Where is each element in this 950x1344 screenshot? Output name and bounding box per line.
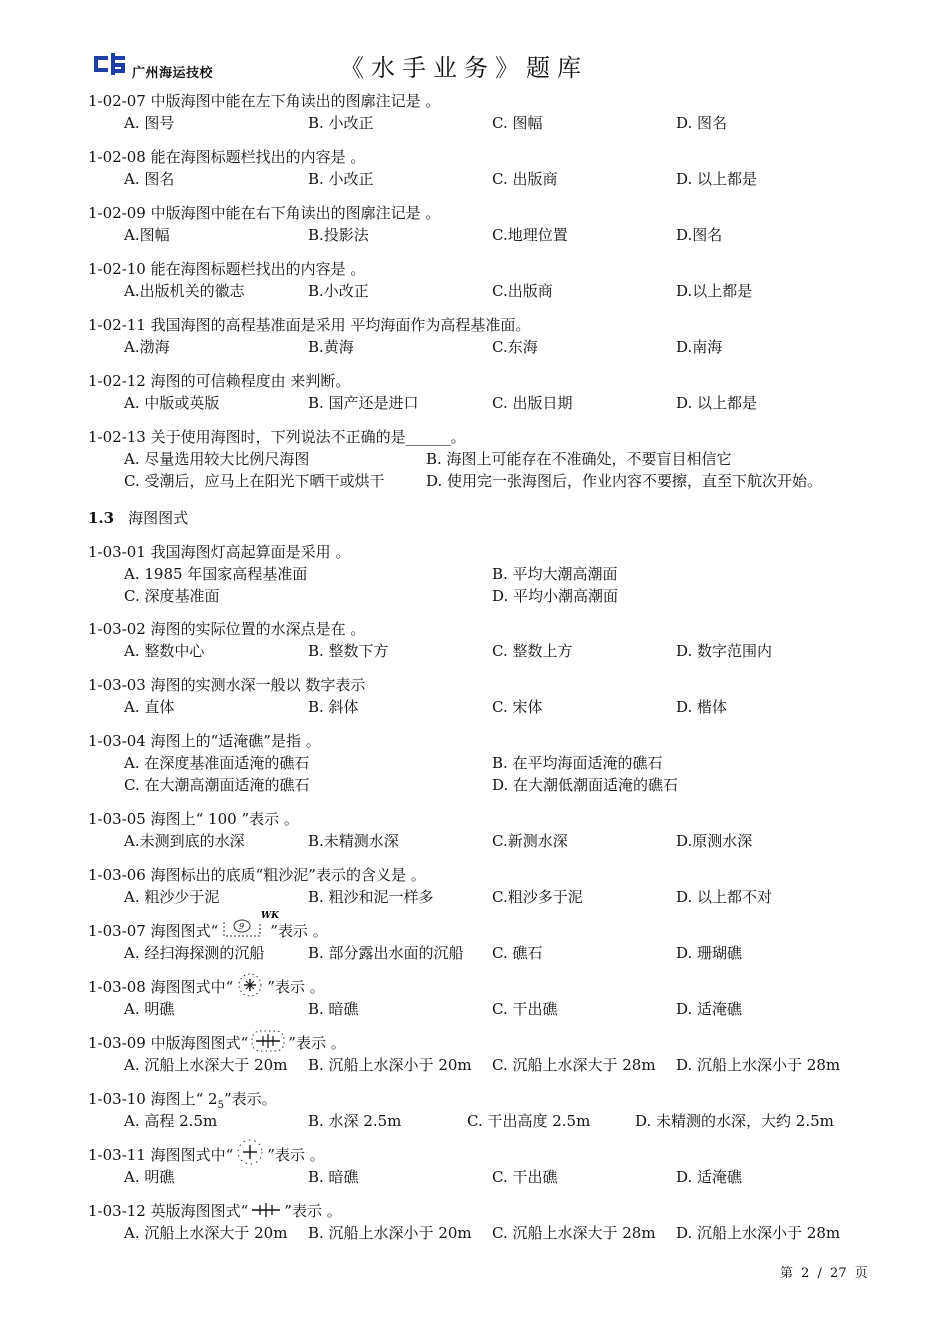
section-title: 海图图式 bbox=[128, 509, 189, 527]
option-a: A. 明礁 bbox=[124, 1000, 175, 1018]
question-stem bbox=[88, 1144, 325, 1167]
option-row bbox=[124, 1166, 884, 1188]
option-row bbox=[124, 640, 884, 662]
option-a: A. 整数中心 bbox=[124, 642, 205, 660]
option-d: D. 楷体 bbox=[676, 698, 728, 716]
rock-symbol-icon bbox=[233, 971, 267, 999]
option-row bbox=[124, 470, 884, 492]
option-row bbox=[124, 1054, 884, 1076]
question-stem: 1-02-08 能在海图标题栏找出的内容是 。 bbox=[88, 148, 366, 166]
option-row bbox=[124, 168, 884, 190]
option-c: C. 干出礁 bbox=[492, 1000, 558, 1018]
option-row bbox=[124, 942, 884, 964]
option-c: C.新测水深 bbox=[492, 832, 568, 850]
option-c: C.粗沙多于泥 bbox=[492, 888, 583, 906]
option-a: A. 沉船上水深大于 20m bbox=[124, 1224, 288, 1242]
svg-text:WK: WK bbox=[261, 911, 280, 921]
option-d: D. 以上都不对 bbox=[676, 888, 773, 906]
option-d: D.图名 bbox=[676, 226, 723, 244]
question-stem: 1-02-07 中版海图中能在左下角读出的图廓注记是 。 bbox=[88, 92, 441, 110]
option-a: A.未测到底的水深 bbox=[124, 832, 245, 850]
option-c: C. 受潮后，应马上在阳光下晒干或烘干 bbox=[124, 472, 385, 490]
option-a: A. 沉船上水深大于 20m bbox=[124, 1056, 288, 1074]
option-a: A. 图名 bbox=[124, 170, 175, 188]
question-stem: 1-02-12 海图的可信赖程度由 来判断。 bbox=[88, 372, 351, 390]
stem-text: ”表示 。 bbox=[267, 978, 325, 996]
stem-text: 1-03-07 海图图式“ bbox=[88, 922, 219, 940]
svg-text:9: 9 bbox=[239, 922, 245, 931]
option-d: D. 未精测的水深，大约 2.5m bbox=[635, 1112, 834, 1130]
option-a: A. 高程 2.5m bbox=[124, 1112, 218, 1130]
document-title: 《水手业务》题库 bbox=[340, 54, 588, 82]
option-c: C. 礁石 bbox=[492, 944, 543, 962]
option-d: D.以上都是 bbox=[676, 282, 753, 300]
rock-awash-symbol-icon bbox=[233, 1137, 267, 1167]
question-stem: 1-03-02 海图的实际位置的水深点是在 。 bbox=[88, 620, 366, 638]
option-row bbox=[124, 563, 884, 585]
option-b: B. 小改正 bbox=[308, 170, 374, 188]
option-b: B. 整数下方 bbox=[308, 642, 389, 660]
option-c: C. 在大潮高潮面适淹的礁石 bbox=[124, 776, 310, 794]
section-heading bbox=[88, 507, 188, 528]
option-row bbox=[124, 585, 884, 607]
option-row bbox=[124, 224, 884, 246]
option-b: B.投影法 bbox=[308, 226, 369, 244]
option-d: D. 适淹礁 bbox=[676, 1168, 743, 1186]
option-row bbox=[124, 1110, 884, 1132]
question-stem: 1-03-05 海图上“ 100 ”表示 。 bbox=[88, 810, 299, 828]
option-c: C. 干出礁 bbox=[492, 1168, 558, 1186]
option-c: C. 图幅 bbox=[492, 114, 543, 132]
school-name: 广州海运技校 bbox=[132, 66, 214, 81]
wreck-symbol-icon bbox=[248, 1200, 284, 1220]
option-d: D. 珊瑚礁 bbox=[676, 944, 743, 962]
option-a: A. 1985 年国家高程基准面 bbox=[124, 565, 308, 583]
option-row bbox=[124, 830, 884, 852]
option-c: C.出版商 bbox=[492, 282, 553, 300]
option-a: A.出版机关的徽志 bbox=[124, 282, 245, 300]
option-d: D. 以上都是 bbox=[676, 394, 758, 412]
option-row bbox=[124, 112, 884, 134]
question-stem bbox=[88, 911, 328, 942]
question-stem: 1-02-10 能在海图标题栏找出的内容是 。 bbox=[88, 260, 366, 278]
option-b: B. 沉船上水深小于 20m bbox=[308, 1224, 472, 1242]
option-d: D. 数字范围内 bbox=[676, 642, 773, 660]
option-d: D.南海 bbox=[676, 338, 723, 356]
option-d: D.原测水深 bbox=[676, 832, 753, 850]
question-stem: 1-03-01 我国海图灯高起算面是采用 。 bbox=[88, 543, 351, 561]
page-number: 第 2 / 27 页 bbox=[780, 1266, 868, 1281]
option-c: C. 宋体 bbox=[492, 698, 543, 716]
option-c: C. 深度基准面 bbox=[124, 587, 220, 605]
option-b: B. 在平均海面适淹的礁石 bbox=[492, 754, 663, 772]
option-b: B. 斜体 bbox=[308, 698, 359, 716]
option-d: D. 以上都是 bbox=[676, 170, 758, 188]
option-c: C.东海 bbox=[492, 338, 538, 356]
option-a: A. 粗沙少于泥 bbox=[124, 888, 220, 906]
stem-text: 1-03-09 中版海图图式“ bbox=[88, 1034, 249, 1052]
option-c: C. 沉船上水深大于 28m bbox=[492, 1056, 656, 1074]
subscript-digit: 5 bbox=[217, 1100, 224, 1111]
option-a: A.图幅 bbox=[124, 226, 170, 244]
question-stem: 1-02-13 关于使用海图时，下列说法不正确的是______。 bbox=[88, 428, 466, 446]
option-a: A. 尽量选用较大比例尺海图 bbox=[124, 450, 310, 468]
option-b: B. 平均大潮高潮面 bbox=[492, 565, 618, 583]
option-b: B.黄海 bbox=[308, 338, 354, 356]
option-b: B. 暗礁 bbox=[308, 1000, 359, 1018]
option-a: A. 图号 bbox=[124, 114, 175, 132]
option-c: C. 出版日期 bbox=[492, 394, 573, 412]
option-row bbox=[124, 774, 884, 796]
stem-text: ”表示 。 bbox=[284, 1202, 342, 1220]
question-stem: 1-02-09 中版海图中能在右下角读出的图廓注记是 。 bbox=[88, 204, 441, 222]
option-a: A. 在深度基准面适淹的礁石 bbox=[124, 754, 310, 772]
option-a: A.渤海 bbox=[124, 338, 170, 356]
swept-wreck-symbol-icon bbox=[218, 910, 280, 940]
option-row bbox=[124, 752, 884, 774]
option-c: C. 出版商 bbox=[492, 170, 558, 188]
dangerous-wreck-symbol-icon bbox=[248, 1027, 288, 1055]
stem-text: 1-03-10 海图上“ 2 bbox=[88, 1090, 218, 1108]
question-stem bbox=[88, 976, 325, 999]
question-stem: 1-02-11 我国海图的高程基准面是采用 平均海面作为高程基准面。 bbox=[88, 316, 531, 334]
option-row bbox=[124, 336, 884, 358]
option-row bbox=[124, 886, 884, 908]
question-stem: 1-03-06 海图标出的底质“粗沙泥”表示的含义是 。 bbox=[88, 866, 426, 884]
option-b: B. 海图上可能存在不准确处，不要盲目相信它 bbox=[426, 450, 732, 468]
option-row bbox=[124, 1222, 884, 1244]
option-c: C.地理位置 bbox=[492, 226, 568, 244]
option-c: C. 干出高度 2.5m bbox=[467, 1112, 591, 1130]
option-d: D. 沉船上水深小于 28m bbox=[676, 1224, 841, 1242]
option-b: B. 沉船上水深小于 20m bbox=[308, 1056, 472, 1074]
option-row bbox=[124, 280, 884, 302]
stem-text: 1-03-11 海图图式中“ bbox=[88, 1146, 234, 1164]
option-a: A. 中版或英版 bbox=[124, 394, 220, 412]
option-row bbox=[124, 696, 884, 718]
question-stem bbox=[88, 1032, 346, 1055]
option-row bbox=[124, 448, 884, 470]
option-b: B. 部分露出水面的沉船 bbox=[308, 944, 464, 962]
option-d: D. 在大潮低潮面适淹的礁石 bbox=[492, 776, 679, 794]
option-b: B. 国产还是进口 bbox=[308, 394, 419, 412]
option-row bbox=[124, 998, 884, 1020]
question-stem: 1-03-04 海图上的“适淹礁”是指 。 bbox=[88, 732, 321, 750]
option-b: B. 暗礁 bbox=[308, 1168, 359, 1186]
option-d: D. 图名 bbox=[676, 114, 728, 132]
stem-text: 1-03-08 海图图式中“ bbox=[88, 978, 234, 996]
stem-text: ”表示。 bbox=[223, 1090, 277, 1108]
section-number: 1.3 bbox=[88, 509, 115, 527]
option-b: B. 粗沙和泥一样多 bbox=[308, 888, 434, 906]
option-a: A. 直体 bbox=[124, 698, 175, 716]
question-stem: 1-03-03 海图的实测水深一般以 数字表示 bbox=[88, 676, 366, 694]
question-stem bbox=[88, 1200, 342, 1222]
stem-text: ”表示 。 bbox=[267, 1146, 325, 1164]
option-a: A. 经扫海探测的沉船 bbox=[124, 944, 265, 962]
stem-text: ”表示 。 bbox=[270, 922, 328, 940]
option-b: B. 小改正 bbox=[308, 114, 374, 132]
school-logo-icon bbox=[94, 53, 126, 75]
option-row bbox=[124, 392, 884, 414]
option-d: D. 平均小潮高潮面 bbox=[492, 587, 619, 605]
option-b: B.小改正 bbox=[308, 282, 369, 300]
option-b: B. 水深 2.5m bbox=[308, 1112, 402, 1130]
option-a: A. 明礁 bbox=[124, 1168, 175, 1186]
option-d: D. 沉船上水深小于 28m bbox=[676, 1056, 841, 1074]
option-c: C. 整数上方 bbox=[492, 642, 573, 660]
option-c: C. 沉船上水深大于 28m bbox=[492, 1224, 656, 1242]
stem-text: 1-03-12 英版海图图式“ bbox=[88, 1202, 249, 1220]
option-d: D. 使用完一张海图后，作业内容不要擦，直至下航次开始。 bbox=[426, 472, 823, 490]
stem-text: ”表示 。 bbox=[288, 1034, 346, 1052]
page-header bbox=[0, 0, 950, 95]
option-b: B.未精测水深 bbox=[308, 832, 399, 850]
option-d: D. 适淹礁 bbox=[676, 1000, 743, 1018]
